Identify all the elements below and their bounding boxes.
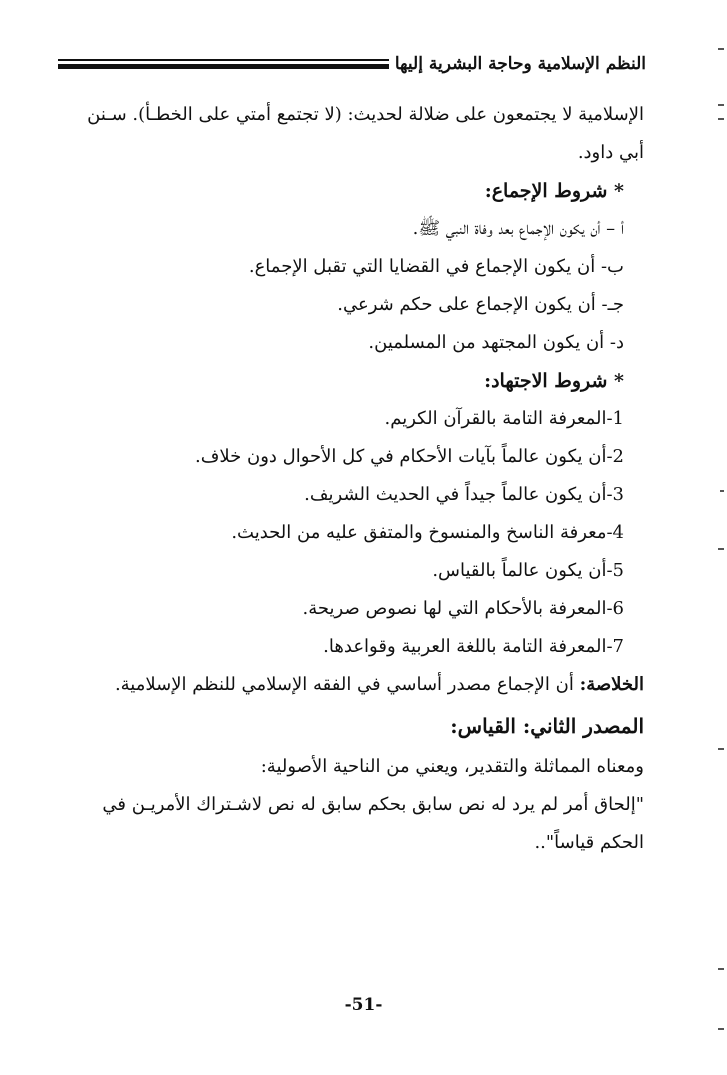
edge-mark [718,104,724,106]
running-header [58,48,646,80]
paragraph-line: الإسلامية لا يجتمعون على ضلالة لحديث: (لا تجتمع أمتي على الخطـأ). سـنن [87,104,644,125]
header-title: النظم الإسلامية وحاجة البشرية إليها [394,54,646,74]
section-heading-ijtihad: * شروط الاجتهاد: [484,370,624,392]
paragraph-line: ومعناه المماثلة والتقدير، ويعني من الناحية الأصولية: [260,756,644,777]
summary-line [64,666,644,704]
paragraph-line: الحكم قياساً".. [534,832,644,853]
list-item: 7-المعرفة التامة باللغة العربية وقواعدها. [323,636,624,657]
list-item: ب- أن يكون الإجماع في القضايا التي تقبل الإجماع. [248,256,624,277]
summary-text: أن الإجماع مصدر أساسي في الفقه الإسلامي للنظم الإسلامية. [114,674,580,695]
list-item: جـ- أن يكون الإجماع على حكم شرعي. [337,294,624,315]
edge-mark [718,1028,724,1030]
paragraph-line: "إلحاق أمر لم يرد له نص سابق بحكم سابق له نص لاشـتراك الأمريـن في [102,794,644,815]
list-item: د- أن يكون المجتهد من المسلمين. [368,332,624,353]
edge-mark [718,48,724,50]
edge-mark [718,548,724,550]
list-item: 5-أن يكون عالماً بالقياس. [432,560,624,581]
list-item: 3-أن يكون عالماً جيداً في الحديث الشريف. [304,484,624,505]
edge-mark [718,968,724,970]
list-item: أ – أن يكون الإجماع بعد وفاة النبي ﷺ. [412,218,624,239]
page-number: -51- [344,995,383,1015]
section-heading-ijma: * شروط الإجماع: [484,180,624,202]
edge-mark [720,490,724,492]
list-item: 2-أن يكون عالماً بآيات الأحكام في كل الأحوال دون خلاف. [195,446,624,467]
list-item: 6-المعرفة بالأحكام التي لها نصوص صريحة. [302,598,624,619]
list-item: 4-معرفة الناسخ والمنسوخ والمتفق عليه من الحديث. [231,522,624,543]
section-heading-qiyas: المصدر الثاني: القياس: [450,714,644,738]
paragraph-line: أبي داود. [577,142,644,163]
list-item: 1-المعرفة التامة بالقرآن الكريم. [384,408,624,429]
page-content [64,96,644,862]
summary-label: الخلاصة: [579,674,644,695]
header-rule [58,57,389,71]
edge-mark [718,748,724,750]
edge-mark [718,118,724,120]
